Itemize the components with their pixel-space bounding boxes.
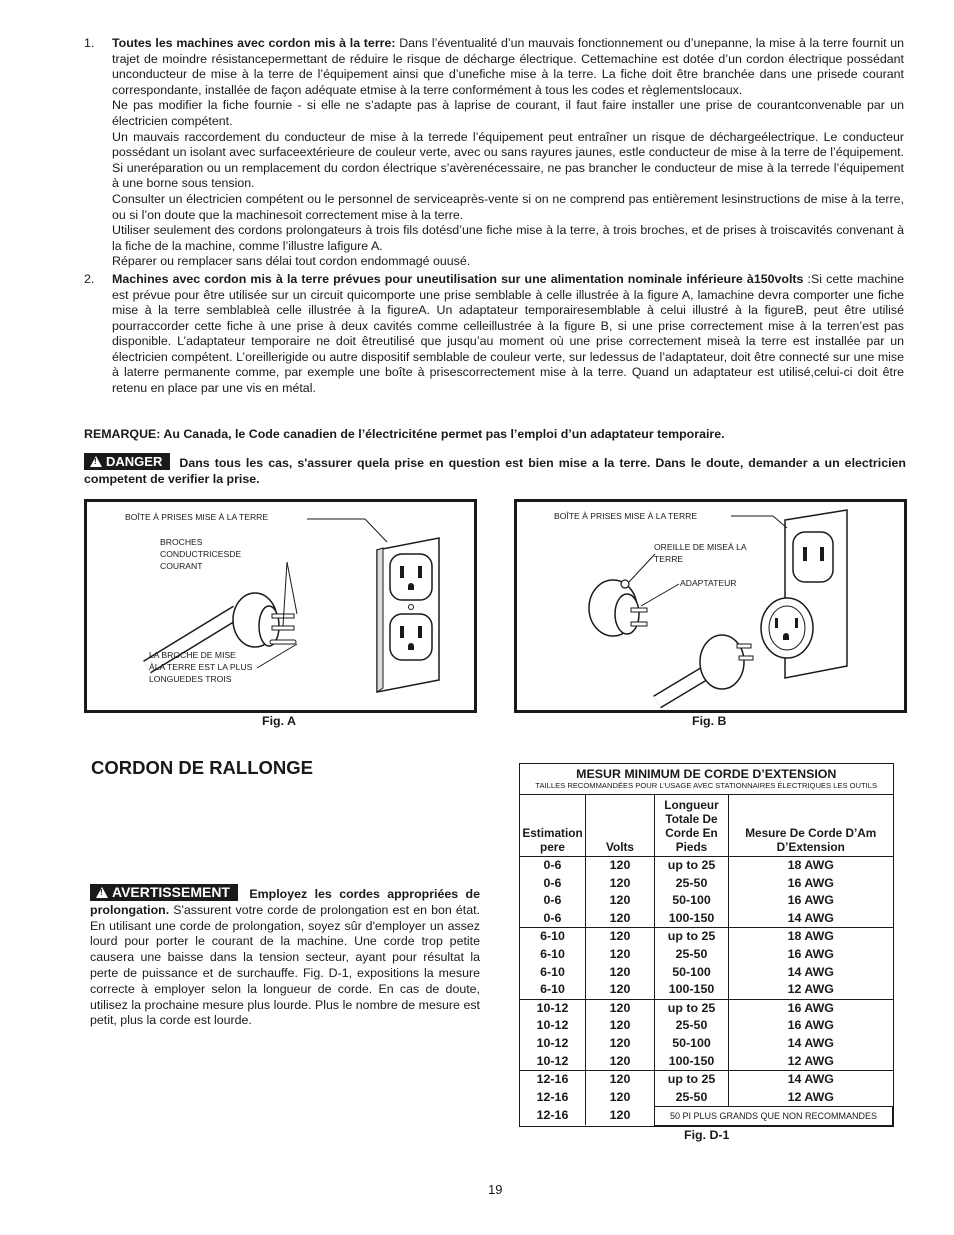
cell-amperage: 0-6 — [520, 910, 586, 928]
cell-cord-length: up to 25 — [655, 857, 729, 875]
grounding-instructions-list — [84, 36, 904, 397]
label-ground-pin-line2: ÀLA TERRE EST LA PLUS — [149, 662, 253, 672]
table-title: MESUR MINIMUM DE CORDE D’EXTENSION — [576, 767, 837, 781]
cell-cord-length: 25-50 — [655, 1089, 729, 1107]
cell-cord-length: 25-50 — [655, 946, 729, 964]
cell-gauge: 18 AWG — [787, 929, 834, 944]
cell-gauge: 14 AWG — [787, 1072, 834, 1087]
section-title: CORDON DE RALLONGE — [91, 757, 313, 778]
list-item-title: Machines avec cordon mis à la terre prévues pour uneutilisation sur une alimentation nominale inférieure à150volts — [112, 271, 804, 286]
table-row — [520, 1107, 893, 1126]
list-item-paragraph: Un mauvais raccordement du conducteur de mise à la terrede l’équipement peut entraîner un risque de déchargeélectrique. Le conducteur possédant un isolant avec surfaceextérieure de couleur verte, avec ou sans rayures jaunes, estle conducteur de mise à la terre de l’équipement. Si uneréparation ou un remplacement du cordon électrique s’avèrenécessaire, ne pas brancher le conducteur de mise à la terrede l’équipement à une borne sous tension. — [112, 129, 904, 191]
figure-b — [514, 499, 907, 713]
figure-a-illustration — [87, 502, 474, 710]
table-row — [520, 910, 893, 928]
extension-cord-grid — [520, 764, 893, 1126]
cell-volts: 120 — [586, 1089, 655, 1107]
table-row — [520, 1053, 893, 1071]
remark-note: REMARQUE: Au Canada, le Code canadien de l’électriciténe permet pas l’emploi d’un adaptateur temporaire. — [84, 427, 725, 441]
list-number: 2. — [84, 271, 95, 286]
cell-cord-length: 25-50 — [655, 1017, 729, 1035]
table-row — [520, 981, 893, 999]
cell-amperage: 0-6 — [520, 857, 586, 875]
cell-volts: 120 — [586, 1071, 655, 1089]
table-row — [520, 928, 893, 946]
cell-cord-length: 50-100 — [655, 964, 729, 982]
warning-triangle-icon — [96, 887, 108, 898]
cell-amperage: 6-10 — [520, 928, 586, 946]
table-row — [520, 875, 893, 893]
list-item-2 — [84, 272, 904, 397]
cell-cord-length: up to 25 — [655, 1071, 729, 1089]
warning-triangle-icon — [90, 456, 102, 467]
page-number: 19 — [488, 1182, 503, 1197]
label-ground-ear-line1: OREILLE DE MISEÀ LA — [654, 542, 747, 552]
cell-amperage: 10-12 — [520, 999, 586, 1017]
figure-a — [84, 499, 477, 713]
list-item-title: Toutes les machines avec cordon mis à la terre: — [112, 36, 396, 50]
cell-amperage: 12-16 — [520, 1107, 586, 1126]
table-row — [520, 1035, 893, 1053]
table-row — [520, 857, 893, 875]
cell-amperage: 10-12 — [520, 1035, 586, 1053]
cell-amperage: 10-12 — [520, 1053, 586, 1071]
danger-badge-label: DANGER — [106, 454, 163, 469]
cell-gauge: 18 AWG — [787, 858, 834, 872]
cell-cord-length: 25-50 — [655, 875, 729, 893]
cell-volts: 120 — [586, 981, 655, 999]
list-item-text: :Si cette machine est prévue pour être utilisée sur un circuit quicomporte une prise semblable à celle illustrée à la figure A, lamachine devra comporter une fiche mise à la terre semblableà celle illustrée à la figureA. Un adaptateur temporairesemblable à celui illustré à la figureB, peut être utilisé pourraccorder cette fiche à une prise à deux cavités comme celleillustrée à la figure B, si une prise correctement mise à la terren’est pas disponible. L’adaptateur temporaire ne doit êtreutilisé que jusqu’au moment où une prise correctement miseà la terre est installée par un électricien compétent. L’oreillerigide ou autre dispositif semblable de couleur verte, sur ledessus de l’adaptateur, doit être connecté sur une mise à laterre permanente comme, par exemple une boîte à prisescorrectement mise à la terre. Quand un adaptateur est utilisé,celui-ci doit être retenu en place par une vis en métal. — [112, 271, 904, 396]
list-item-paragraph: Ne pas modifier la fiche fournie - si elle ne s’adapte pas à laprise de courant, il faut faire installer une prise de courantconvenable par un électricien compétent. — [112, 98, 904, 128]
cell-cord-length: 50-100 — [655, 1035, 729, 1053]
cell-cord-length: 100-150 — [655, 981, 729, 999]
warning-title: Employez les cordes appropriées de prolongation. — [90, 887, 480, 917]
label-ground-ear-line2: TERRE — [654, 554, 684, 564]
table-header-row — [520, 795, 893, 857]
cell-volts: 120 — [586, 1107, 655, 1126]
warning-badge — [90, 884, 238, 901]
list-number: 1. — [84, 36, 95, 50]
cell-cord-length: 100-150 — [655, 1053, 729, 1071]
list-item-paragraph: Réparer ou remplacer sans délai tout cordon endommagé ouusé. — [112, 254, 471, 269]
header-volts: Volts — [586, 795, 655, 857]
cell-gauge: 14 AWG — [787, 1035, 834, 1050]
cell-gauge: 16 AWG — [787, 1018, 834, 1033]
figure-a-caption: Fig. A — [262, 714, 296, 728]
cell-cord-length: up to 25 — [655, 999, 729, 1017]
warning-text: S'assurent votre corde de prolongation est en bon état. En utilisant une corde de prolongation, soyez sûr d'employer un assez lourd pour porter le courant de la machine. Une corde trop petite causera une baisse dans la tension secteur, ayant pour résultat la perte de puissance et de surchauffe. Fig. D-1, expositions la mesure correcte à employer selon la longueur de corde. En cas de doute, utilisez la prochaine mesure plus lourde. Plus le nombre de mesure est petit, plus la corde est lourde. — [90, 902, 480, 1028]
cell-volts: 120 — [586, 857, 655, 875]
list-item-paragraph — [112, 36, 904, 98]
cell-amperage: 6-10 — [520, 964, 586, 982]
cell-gauge: 14 AWG — [729, 910, 893, 928]
label-current-pins-line2: CONDUCTRICESDE — [160, 549, 242, 559]
cell-amperage: 0-6 — [520, 875, 586, 893]
label-ground-pin-line3: LONGUEDES TROIS — [149, 674, 232, 684]
extension-cord-table — [519, 763, 894, 1127]
cell-volts: 120 — [586, 1035, 655, 1053]
cell-gauge: 16 AWG — [787, 875, 834, 890]
danger-badge — [84, 453, 170, 470]
cell-gauge: 16 AWG — [787, 946, 834, 961]
cell-volts: 120 — [586, 892, 655, 910]
cell-volts: 120 — [586, 1017, 655, 1035]
table-row — [520, 1089, 893, 1107]
list-item-1 — [84, 36, 904, 270]
danger-notice — [84, 453, 906, 488]
list-item-paragraph — [112, 272, 904, 397]
cell-amperage: 12-16 — [520, 1089, 586, 1107]
warning-badge-label: AVERTISSEMENT — [112, 884, 230, 900]
cell-volts: 120 — [586, 875, 655, 893]
cell-gauge: 16 AWG — [787, 1000, 834, 1015]
cell-cord-length: 100-150 — [655, 910, 729, 928]
table-caption: Fig. D-1 — [684, 1128, 730, 1142]
cell-amperage: 10-12 — [520, 1017, 586, 1035]
cell-gauge: 12 AWG — [729, 1053, 893, 1071]
label-grounded-box: BOÎTE À PRISES MISE À LA TERRE — [554, 511, 698, 521]
list-item-paragraph: Utiliser seulement des cordons prolongateurs à trois fils dotésd’une fiche mise à la terre, à trois broches, et de prises à troiscavités convenant à la fiche de la machine, comme l’illustre lafigure A. — [112, 223, 904, 253]
table-row — [520, 892, 893, 910]
cell-volts: 120 — [586, 999, 655, 1017]
cell-volts: 120 — [586, 928, 655, 946]
table-row — [520, 1071, 893, 1089]
table-row — [520, 999, 893, 1017]
table-body — [520, 857, 893, 1107]
label-grounded-box: BOÎTE À PRISES MISE À LA TERRE — [125, 512, 269, 522]
cell-amperage: 12-16 — [520, 1071, 586, 1089]
label-current-pins-line3: COURANT — [160, 561, 203, 571]
label-ground-pin-line1: LA BROCHE DE MISE — [149, 650, 236, 660]
list-item-text: Dans l’éventualité d’un mauvais fonctionnement ou d’unepanne, la mise à la terre fournit un trajet de moindre résistancepermettant de réduire le risque de décharge électrique. Cettemachine est dotée d’un cordon électrique possédant unconducteur de mise à la terre de l’équipement ainsi que d’unefiche mise à la terre. La fiche doit être branchée dans une prisede courant correspondante, installée de façon adéquate etmise à la terre conformément à tous les codes et règlementslocaux. — [112, 36, 904, 97]
cell-amperage: 6-10 — [520, 946, 586, 964]
cell-cord-length: up to 25 — [655, 928, 729, 946]
cell-gauge: 16 AWG — [787, 893, 834, 908]
table-row — [520, 964, 893, 982]
cell-amperage: 0-6 — [520, 892, 586, 910]
header-amperage: Estimation pere — [520, 795, 586, 857]
table-row — [520, 1017, 893, 1035]
cell-gauge: 12 AWG — [787, 1089, 834, 1104]
cell-cord-length: 50-100 — [655, 892, 729, 910]
cell-volts: 120 — [586, 964, 655, 982]
cell-volts: 120 — [586, 946, 655, 964]
table-row — [520, 946, 893, 964]
danger-text: Dans tous les cas, s'assurer quela prise en question est bien mise a la terre. Dans le doute, demander a un electricien competent de verifier la prise. — [84, 456, 906, 486]
label-current-pins-line1: BROCHES — [160, 537, 203, 547]
cell-gauge: 14 AWG — [787, 964, 834, 979]
table-note: 50 PI PLUS GRANDS QUE NON RECOMMANDES — [655, 1107, 893, 1126]
cell-volts: 120 — [586, 1053, 655, 1071]
cell-volts: 120 — [586, 910, 655, 928]
figure-b-illustration — [517, 502, 904, 710]
header-cord-length: Longueur Totale De Corde En Pieds — [655, 795, 729, 857]
figure-b-caption: Fig. B — [692, 714, 727, 728]
label-adapter: ADAPTATEUR — [680, 578, 737, 588]
cell-gauge: 12 AWG — [729, 981, 893, 999]
cell-amperage: 6-10 — [520, 981, 586, 999]
warning-notice — [90, 884, 480, 1029]
header-gauge: Mesure De Corde D’Am D’Extension — [729, 795, 893, 857]
table-subtitle: TAILLES RECOMMANDÉES POUR L’USAGE AVEC STATIONNAIRES ÉLECTRIQUES LES OUTILS — [520, 781, 893, 795]
list-item-paragraph: Consulter un électricien compétent ou le personnel de serviceaprès-vente si on ne comprend pas entièrement lesinstructions de mise à la terre, ou si l’on doute que la machinesoit correctement mise à la terre. — [112, 191, 904, 222]
